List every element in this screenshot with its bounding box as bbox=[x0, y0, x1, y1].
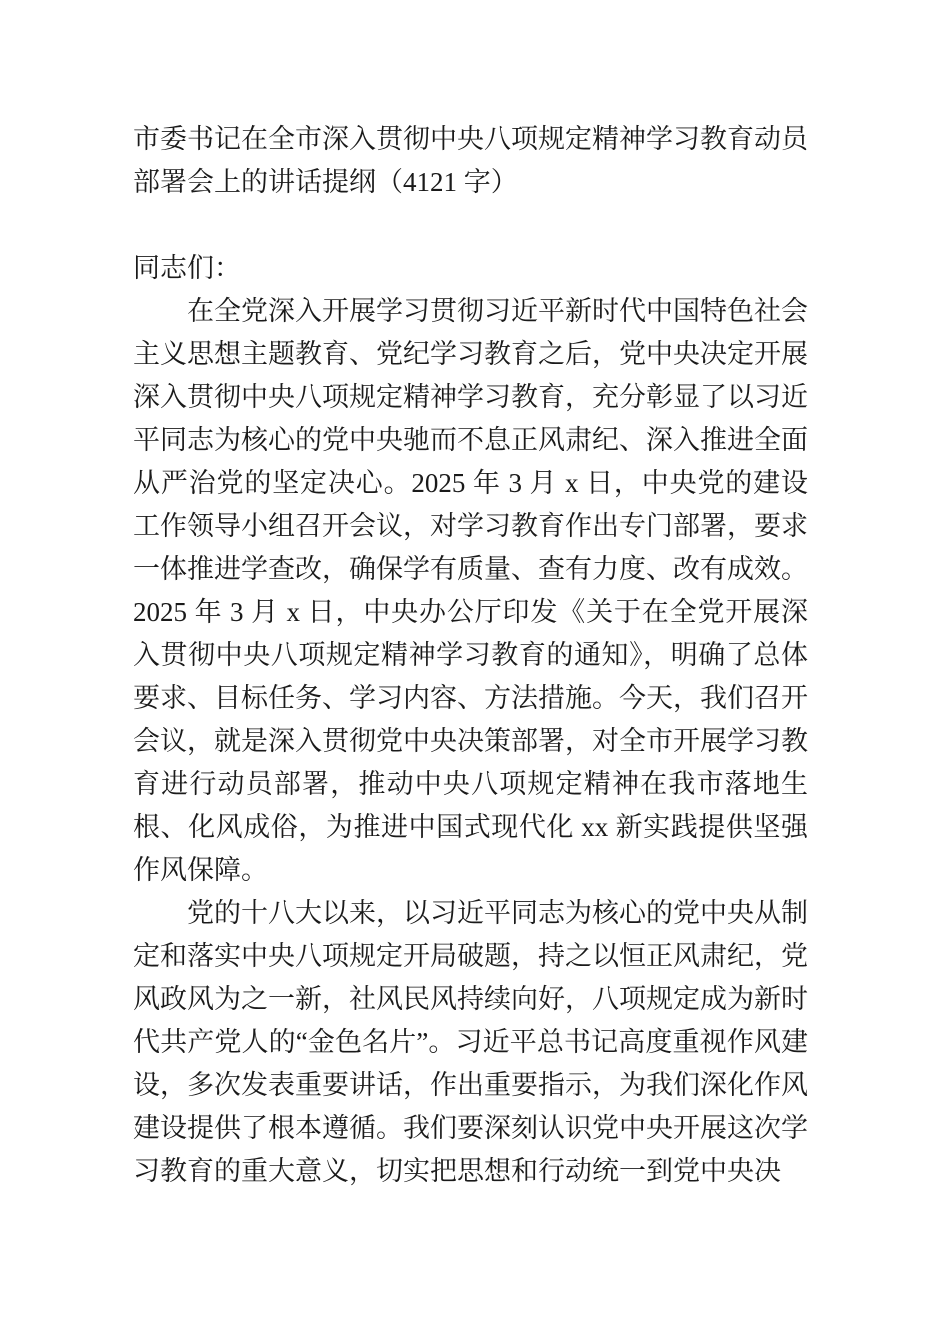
document-title: 市委书记在全市深入贯彻中央八项规定精神学习教育动员部署会上的讲话提纲（4121 字） bbox=[133, 124, 808, 197]
paragraph-2: 党的十八大以来，以习近平同志为核心的党中央从制定和落实中央八项规定开局破题，持之以恒正风肃纪，党风政风为之一新，社风民风持续向好，八项规定成为新时代共产党人的“金色名片”。习近平总书记高度重视作风建设，多次发表重要讲话，作出重要指示，为我们深化作风建设提供了根本遵循。我们要深刻认识党中央开展这次学习教育的重大意义，切实把思想和行动统一到党中央决 bbox=[133, 898, 808, 1186]
salutation: 同志们： bbox=[133, 253, 241, 283]
paragraph-1: 在全党深入开展学习贯彻习近平新时代中国特色社会主义思想主题教育、党纪学习教育之后，党中央决定开展深入贯彻中央八项规定精神学习教育，充分彰显了以习近平同志为核心的党中央驰而不息正风肃纪、深入推进全面从严治党的坚定决心。2025 年 3 月 x 日，中央党的建设工作领导小组召开会议，对学习教育作出专门部署，要求一体推进学查改，确保学有质量、查有力度、改有成效。2025 年 3 月 x 日，中央办公厅印发《关于在全党开展深入贯彻中央八项规定精神学习教育的通知》，明确了总体要求、目标任务、学习内容、方法措施。今天，我们召开会议，就是深入贯彻党中央决策部署，对全市开展学习教育进行动员部署，推动中央八项规定精神在我市落地生根、化风成俗，为推进中国式现代化 xx 新实践提供坚强作风保障。 bbox=[133, 296, 808, 885]
